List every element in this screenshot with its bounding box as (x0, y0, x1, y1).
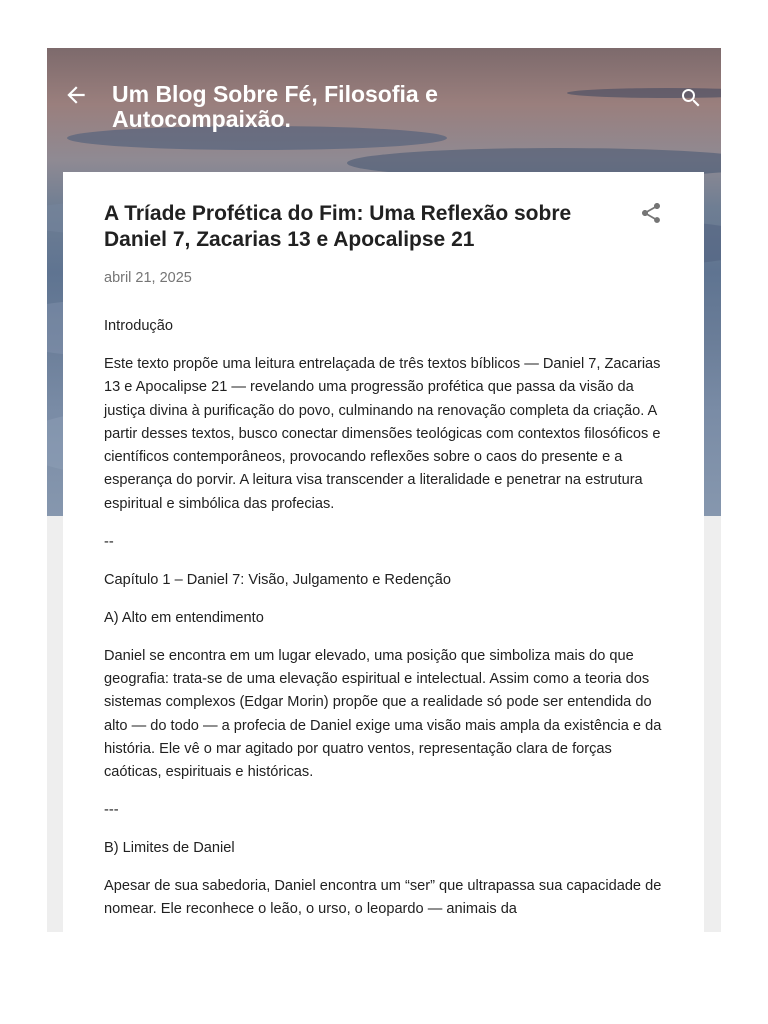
section-heading-a: A) Alto em entendimento (104, 609, 264, 626)
share-icon[interactable] (639, 201, 663, 225)
paragraph-a: Daniel se encontra em um lugar elevado, uma posição que simboliza mais do que geografia: trata-se de uma elevação espiritual e intelectual. Assim como a teoria dos sistemas complexos (Edgar Morin) propõe que a realidade só pode ser entendida do alto — do todo — a profecia de Daniel exige uma visão mais ampla da existência e da história. Ele vê o mar agitado por quatro ventos, representação clara de forças caóticas, espirituais e históricas. (104, 647, 662, 781)
section-heading-b: B) Limites de Daniel (104, 840, 235, 857)
paragraph-intro-heading: Introdução (104, 318, 173, 334)
search-icon[interactable] (679, 86, 703, 110)
post-title: A Tríade Profética do Fim: Uma Reflexão sobre Daniel 7, Zacarias 13 e Apocalipse 21 (104, 202, 572, 251)
arrow-back-icon[interactable] (63, 82, 89, 108)
separator: --- (104, 802, 119, 819)
post-date: abril 21, 2025 (104, 270, 192, 286)
post-body (104, 315, 669, 936)
post-card (63, 172, 704, 932)
chapter-heading: Capítulo 1 – Daniel 7: Visão, Julgamento e Redenção (104, 571, 451, 588)
paragraph-intro: Este texto propõe uma leitura entrelaçada de três textos bíblicos — Daniel 7, Zacarias 13 e Apocalipse 21 — revelando uma progressão profética que passa da visão da justiça divina à purificação do povo, culminando na renovação completa da criação. A partir desses textos, busco conectar dimensões teológicas com contextos filosóficos e científicos contemporâneos, provocando reflexões sobre o caos do presente e a esperança do porvir. A leitura visa transcender a literalidade e penetrar na estrutura espiritual e simbólica das profecias. (104, 355, 661, 512)
paragraph-b: Apesar de sua sabedoria, Daniel encontra um “ser” que ultrapassa sua capacidade de nomear. Ele reconhece o leão, o urso, o leopardo — animais da (104, 878, 662, 918)
top-app-bar (47, 48, 721, 168)
separator: -- (104, 533, 114, 550)
blog-title[interactable]: Um Blog Sobre Fé, Filosofia e Autocompaixão. (112, 81, 438, 132)
